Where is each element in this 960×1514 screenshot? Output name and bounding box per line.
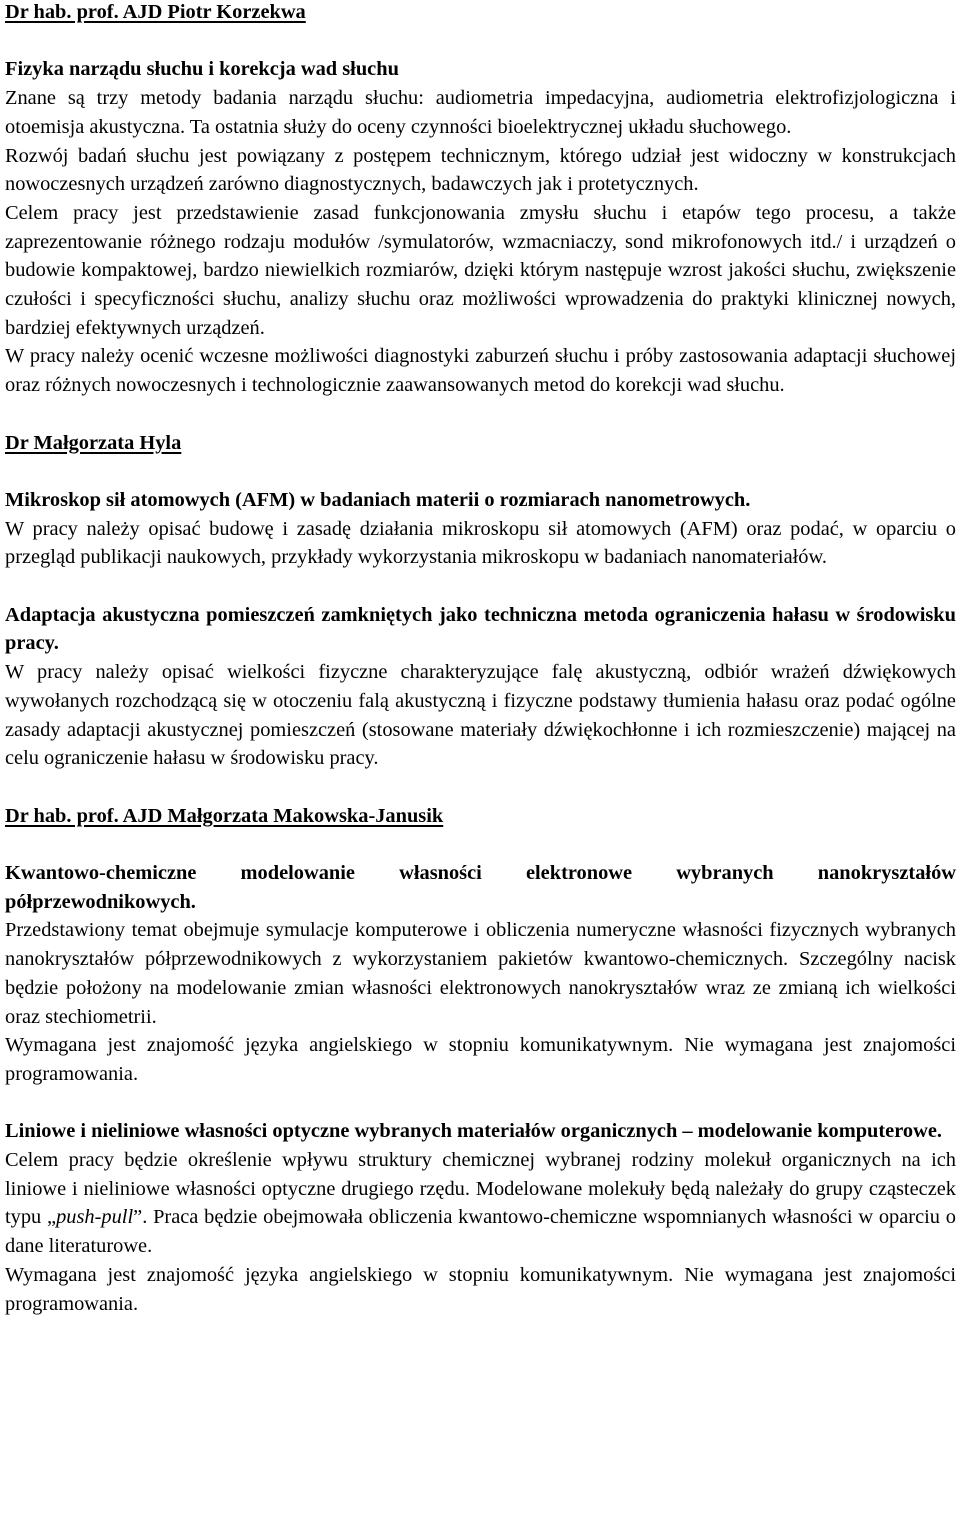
topic-title-acoustics: Adaptacja akustyczna pomieszczeń zamkniętych jako techniczna metoda ograniczenia hałasu w środowisku pracy.	[5, 603, 956, 655]
paragraph-text: Celem pracy będzie określenie wpływu struktury chemicznej wybranej rodziny molekuł organicznych na ich liniowe i nieliniowe własności optyczne drugiego rzędu. Modelowane molekuły będą należały do grupy cząsteczek typu „	[5, 1149, 956, 1229]
italic-term: push-pull	[56, 1206, 134, 1229]
paragraph: W pracy należy opisać wielkości fizyczne charakteryzujące falę akustyczną, odbiór wrażeń dźwiękowych wywołanych rozchodzącą się w otoczeniu falą akustyczną i fizyczne podstawy tłumienia hałasu oraz podać ogólne zasady adaptacji akustycznej pomieszczeń (stosowane materiały dźwiękochłonne i ich rozmieszczenie) mającej na celu ograniczenie hałasu w środowisku pracy.	[5, 661, 956, 770]
spacer	[5, 1089, 956, 1118]
topic-title-afm: Mikroskop sił atomowych (AFM) w badaniach materii o rozmiarach nanometrowych.	[5, 488, 751, 511]
author-makowska-janusik: Dr hab. prof. AJD Małgorzata Makowska-Janusik	[5, 804, 444, 827]
author-hyla: Dr Małgorzata Hyla	[5, 431, 182, 454]
topic-title-optics: Liniowe i nieliniowe własności optyczne wybranych materiałów organicznych – modelowanie komputerowe.	[5, 1120, 942, 1143]
paragraph: Celem pracy jest przedstawienie zasad funkcjonowania zmysłu słuchu i etapów tego procesu, a także zaprezentowanie różnego rodzaju modułów /symulatorów, wzmacniaczy, sond mikrofonowych itd./ i urządzeń o budowie kompaktowej, bardzo niewielkich rozmiarów, dzięki którym następuje wzrost jakości słuchu, zwiększenie czułości i specyficzności słuchu, analizy słuchu oraz możliwości wprowadzenia do praktyki klinicznej nowych, bardziej efektywnych urządzeń.	[5, 201, 956, 339]
spacer	[5, 400, 956, 429]
paragraph: Znane są trzy metody badania narządu słuchu: audiometria impedacyjna, audiometria elektrofizjologiczna i otoemisja akustyczna. Ta ostatnia służy do oceny czynności bioelektrycznej układu słuchowego.	[5, 87, 956, 138]
topic-title-nanocrystals: Kwantowo-chemiczne modelowanie własności elektronowe wybranych nanokryształów półprzewodnikowych.	[5, 862, 956, 913]
paragraph: Wymagana jest znajomość języka angielskiego w stopniu komunikatywnym. Nie wymagana jest znajomości programowania.	[5, 1263, 956, 1315]
paragraph: Wymagana jest znajomość języka angielskiego w stopniu komunikatywnym. Nie wymagana jest znajomości programowania.	[5, 1034, 956, 1085]
paragraph: W pracy należy ocenić wczesne możliwości diagnostyki zaburzeń słuchu i próby zastosowania adaptacji słuchowej oraz różnych nowoczesnych i technologicznie zaawansowanych metod do korekcji wad słuchu.	[5, 345, 956, 397]
spacer	[5, 457, 956, 486]
paragraph-text: ”. Praca będzie obejmowała obliczenia kwantowo-chemiczne wspomnianych własności w oparciu o dane literaturowe.	[5, 1206, 956, 1258]
paragraph: Przedstawiony temat obejmuje symulacje komputerowe i obliczenia numeryczne własności fizycznych wybranych nanokryształów półprzewodnikowych z wykorzystaniem pakietów kwantowo-chemicznych. Szczególny nacisk będzie położony na modelowanie zmian własności elektronowych nanokryształów wraz ze zmianą ich wielkości oraz stechiometrii.	[5, 919, 956, 1028]
author-korzekwa: Dr hab. prof. AJD Piotr Korzekwa	[5, 1, 306, 23]
spacer	[5, 830, 956, 859]
paragraph: W pracy należy opisać budowę i zasadę działania mikroskopu sił atomowych (AFM) oraz podać, w oparciu o przegląd publikacji naukowych, przykłady wykorzystania mikroskopu w badaniach nanomateriałów.	[5, 517, 956, 569]
paragraph	[5, 1146, 956, 1261]
spacer	[5, 27, 956, 56]
spacer	[5, 572, 956, 601]
spacer	[5, 773, 956, 802]
topic-title-hearing: Fizyka narządu słuchu i korekcja wad słuchu	[5, 58, 399, 81]
paragraph: Rozwój badań słuchu jest powiązany z postępem technicznym, którego udział jest widoczny w konstrukcjach nowoczesnych urządzeń zarówno diagnostycznych, badawczych jak i protetycznych.	[5, 144, 956, 196]
